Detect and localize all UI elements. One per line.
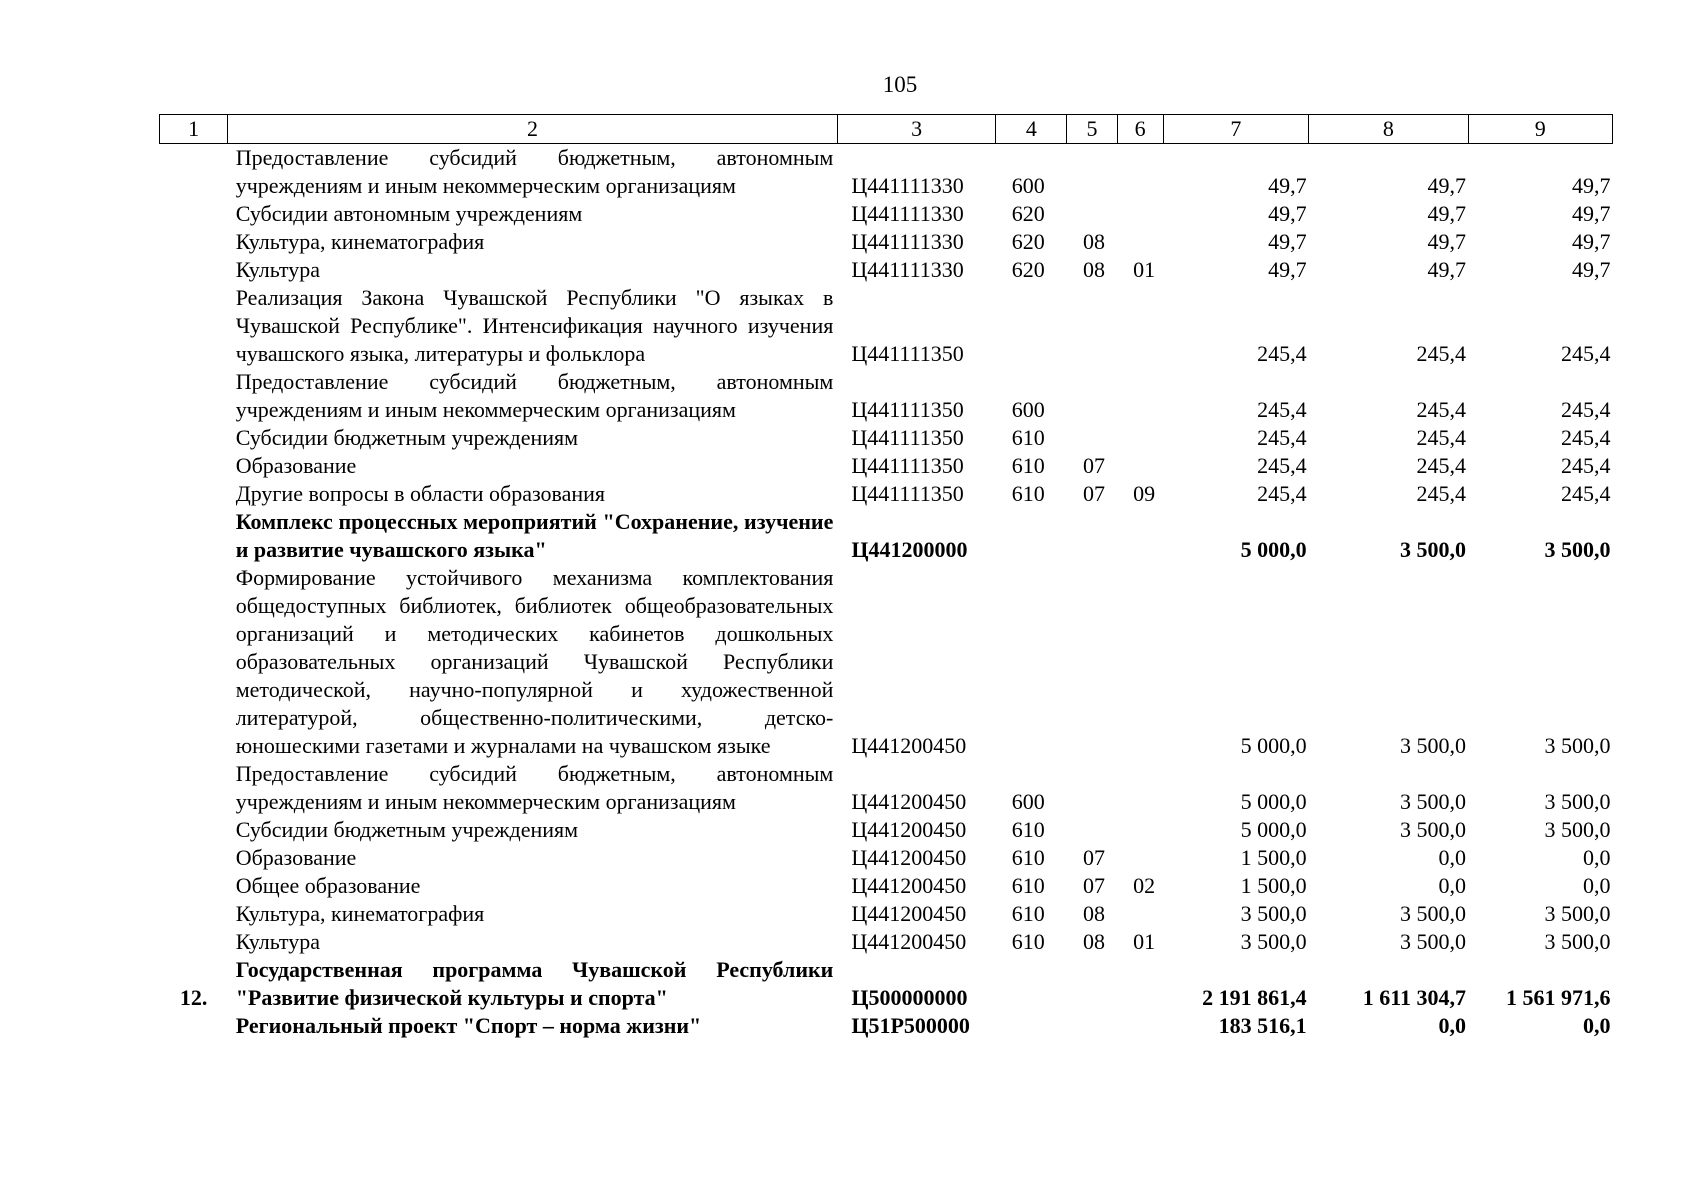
subsection-code [1117, 900, 1163, 928]
row-name: Культура [235, 257, 321, 282]
row-number: 12. [179, 985, 208, 1010]
subsection-code [1117, 368, 1163, 424]
target-article-code: Ц441200450 [851, 733, 967, 758]
row-number [160, 900, 228, 928]
subsection-code: 02 [1133, 873, 1156, 898]
amount-column-8: 245,4 [1416, 481, 1467, 506]
amount-column-9: 1 561 971,6 [1506, 985, 1611, 1010]
amount-column-8: 3 500,0 [1400, 817, 1467, 842]
target-article-code: Ц441200000 [851, 537, 968, 562]
amount-column-7: 1 500,0 [1240, 873, 1307, 898]
table-row [160, 424, 1613, 452]
section-code [1067, 368, 1117, 424]
amount-column-8: 3 500,0 [1400, 929, 1467, 954]
subsection-code [1117, 760, 1163, 816]
amount-column-8: 49,7 [1427, 229, 1467, 254]
target-article-code: Ц441200450 [851, 929, 967, 954]
table-row [160, 368, 1613, 424]
row-name: Комплекс процессных мероприятий "Сохранение, изучение и развитие чувашского языка" [235, 509, 834, 562]
target-article-code: Ц441111350 [851, 425, 964, 450]
expense-type-code [996, 1012, 1067, 1040]
table-row [160, 452, 1613, 480]
column-header: 1 [160, 115, 228, 144]
expense-type-code: 610 [1011, 901, 1045, 926]
row-name: Формирование устойчивого механизма комплектования общедоступных библиотек, библиотек общеобразовательных организаций и методических кабинетов дошкольных образовательных организаций Чувашской Республики методической, научно-популярной и художественной литературой, общественно-политическими, детско-юношескими газетами и журналами на чувашском языке [235, 565, 834, 758]
row-name: Предоставление субсидий бюджетным, автономным учреждениям и иным некоммерческим организациям [235, 761, 834, 814]
row-name: Образование [235, 845, 357, 870]
amount-column-9: 245,4 [1561, 397, 1611, 422]
amount-column-8: 3 500,0 [1400, 901, 1467, 926]
amount-column-9: 245,4 [1561, 425, 1611, 450]
target-article-code: Ц51P500000 [851, 1013, 970, 1038]
amount-column-9: 3 500,0 [1544, 733, 1611, 758]
subsection-code [1117, 200, 1163, 228]
amount-column-9: 245,4 [1561, 481, 1611, 506]
row-number [160, 564, 228, 760]
target-article-code: Ц441111330 [851, 229, 964, 254]
row-name: Региональный проект "Спорт – норма жизни" [235, 1013, 702, 1038]
subsection-code: 01 [1133, 929, 1156, 954]
table-row [160, 144, 1613, 201]
row-number [160, 872, 228, 900]
row-number [160, 508, 228, 564]
amount-column-9: 3 500,0 [1544, 901, 1611, 926]
expense-type-code: 620 [1011, 201, 1045, 226]
expense-type-code: 620 [1011, 229, 1045, 254]
target-article-code: Ц441200450 [851, 789, 967, 814]
target-article-code: Ц441111350 [851, 397, 964, 422]
row-name: Субсидии автономным учреждениям [235, 201, 583, 226]
section-code [1067, 200, 1117, 228]
target-article-code: Ц441200450 [851, 845, 967, 870]
target-article-code: Ц441111350 [851, 341, 964, 366]
section-code: 07 [1082, 873, 1105, 898]
subsection-code [1117, 956, 1163, 1012]
table-row [160, 928, 1613, 956]
subsection-code [1117, 144, 1163, 201]
expense-type-code [996, 956, 1067, 1012]
row-number [160, 368, 228, 424]
amount-column-7: 49,7 [1268, 201, 1307, 226]
subsection-code [1117, 844, 1163, 872]
row-number [160, 256, 228, 284]
expense-type-code: 600 [1011, 173, 1045, 198]
section-code [1067, 760, 1117, 816]
expense-type-code: 610 [1011, 453, 1045, 478]
row-name: Субсидии бюджетным учреждениям [235, 425, 579, 450]
amount-column-9: 3 500,0 [1544, 929, 1611, 954]
subsection-code [1117, 816, 1163, 844]
section-code: 08 [1082, 901, 1105, 926]
section-code: 07 [1082, 453, 1105, 478]
subsection-code [1117, 424, 1163, 452]
expense-type-code: 610 [1011, 929, 1045, 954]
subsection-code: 01 [1133, 257, 1156, 282]
amount-column-7: 245,4 [1257, 397, 1307, 422]
table-row [160, 760, 1613, 816]
amount-column-7: 245,4 [1257, 481, 1307, 506]
row-name: Другие вопросы в области образования [235, 481, 606, 506]
amount-column-7: 49,7 [1268, 173, 1307, 198]
amount-column-8: 245,4 [1416, 453, 1467, 478]
amount-column-8: 49,7 [1427, 201, 1467, 226]
column-header: 3 [837, 115, 995, 144]
amount-column-7: 2 191 861,4 [1202, 985, 1307, 1010]
row-name: Реализация Закона Чувашской Республики "О языках в Чувашской Республике". Интенсификация научного изучения чувашского языка, литературы и фольклора [235, 285, 834, 366]
row-name: Предоставление субсидий бюджетным, автономным учреждениям и иным некоммерческим организациям [235, 369, 834, 422]
subsection-code [1117, 452, 1163, 480]
column-header: 8 [1309, 115, 1468, 144]
expense-type-code: 610 [1011, 817, 1045, 842]
amount-column-9: 245,4 [1561, 341, 1611, 366]
row-number [160, 228, 228, 256]
target-article-code: Ц500000000 [851, 985, 968, 1010]
amount-column-8: 245,4 [1416, 341, 1467, 366]
row-number [160, 928, 228, 956]
amount-column-9: 49,7 [1572, 257, 1611, 282]
amount-column-7: 49,7 [1268, 229, 1307, 254]
amount-column-7: 3 500,0 [1240, 929, 1307, 954]
amount-column-9: 3 500,0 [1544, 817, 1611, 842]
budget-table [159, 114, 1613, 1040]
amount-column-7: 3 500,0 [1240, 901, 1307, 926]
table-row [160, 508, 1613, 564]
table-row [160, 200, 1613, 228]
column-header: 2 [228, 115, 838, 144]
expense-type-code: 620 [1011, 257, 1045, 282]
amount-column-9: 49,7 [1572, 173, 1611, 198]
column-header: 6 [1117, 115, 1163, 144]
amount-column-9: 49,7 [1572, 201, 1611, 226]
table-row [160, 816, 1613, 844]
table-row [160, 900, 1613, 928]
amount-column-8: 245,4 [1416, 397, 1467, 422]
row-number [160, 200, 228, 228]
section-code: 08 [1082, 257, 1105, 282]
section-code [1067, 508, 1117, 564]
amount-column-9: 0,0 [1583, 873, 1611, 898]
row-number [160, 284, 228, 368]
row-name: Образование [235, 453, 357, 478]
table-row [160, 564, 1613, 760]
subsection-code [1117, 1012, 1163, 1040]
row-name: Субсидии бюджетным учреждениям [235, 817, 579, 842]
amount-column-8: 1 611 304,7 [1362, 985, 1467, 1010]
expense-type-code [996, 508, 1067, 564]
page-number: 105 [882, 72, 918, 97]
column-header: 5 [1067, 115, 1117, 144]
row-name: Государственная программа Чувашской Республики "Развитие физической культуры и спорта" [235, 957, 834, 1010]
column-header: 9 [1468, 115, 1612, 144]
row-number [160, 480, 228, 508]
table-row [160, 284, 1613, 368]
section-code [1067, 424, 1117, 452]
section-code [1067, 144, 1117, 201]
table-header-row [160, 115, 1613, 144]
expense-type-code: 610 [1011, 873, 1045, 898]
amount-column-9: 49,7 [1572, 229, 1611, 254]
table-body [160, 144, 1613, 1041]
target-article-code: Ц441200450 [851, 901, 967, 926]
subsection-code [1117, 284, 1163, 368]
section-code: 07 [1082, 845, 1105, 870]
amount-column-7: 245,4 [1257, 453, 1307, 478]
amount-column-7: 5 000,0 [1240, 817, 1307, 842]
subsection-code [1117, 228, 1163, 256]
section-code [1067, 1012, 1117, 1040]
amount-column-8: 3 500,0 [1400, 789, 1467, 814]
section-code [1067, 956, 1117, 1012]
target-article-code: Ц441111350 [851, 453, 964, 478]
target-article-code: Ц441111330 [851, 173, 964, 198]
table-row [160, 480, 1613, 508]
row-name: Культура, кинематография [235, 229, 485, 254]
amount-column-9: 245,4 [1561, 453, 1611, 478]
expense-type-code: 610 [1011, 481, 1045, 506]
amount-column-7: 5 000,0 [1240, 537, 1307, 562]
table-row [160, 228, 1613, 256]
row-name: Культура, кинематография [235, 901, 485, 926]
amount-column-8: 0,0 [1438, 845, 1467, 870]
table-row [160, 872, 1613, 900]
expense-type-code [996, 284, 1067, 368]
target-article-code: Ц441111330 [851, 201, 964, 226]
row-name: Культура [235, 929, 321, 954]
amount-column-8: 49,7 [1427, 257, 1467, 282]
row-number [160, 844, 228, 872]
expense-type-code: 600 [1011, 397, 1045, 422]
amount-column-9: 3 500,0 [1544, 789, 1611, 814]
amount-column-8: 245,4 [1416, 425, 1467, 450]
amount-column-8: 49,7 [1427, 173, 1467, 198]
amount-column-7: 183 516,1 [1218, 1013, 1307, 1038]
amount-column-7: 1 500,0 [1240, 845, 1307, 870]
row-number [160, 816, 228, 844]
row-name: Предоставление субсидий бюджетным, автономным учреждениям и иным некоммерческим организациям [235, 145, 834, 198]
column-header: 4 [996, 115, 1067, 144]
target-article-code: Ц441200450 [851, 873, 967, 898]
amount-column-7: 5 000,0 [1240, 733, 1307, 758]
row-number [160, 452, 228, 480]
subsection-code [1117, 508, 1163, 564]
section-code [1067, 564, 1117, 760]
row-number [160, 144, 228, 201]
amount-column-7: 245,4 [1257, 341, 1307, 366]
section-code: 08 [1082, 229, 1105, 254]
row-name: Общее образование [235, 873, 421, 898]
table-row [160, 256, 1613, 284]
target-article-code: Ц441111350 [851, 481, 964, 506]
amount-column-9: 3 500,0 [1544, 537, 1611, 562]
subsection-code [1117, 564, 1163, 760]
section-code [1067, 284, 1117, 368]
amount-column-7: 245,4 [1257, 425, 1307, 450]
target-article-code: Ц441200450 [851, 817, 967, 842]
expense-type-code: 600 [1011, 789, 1045, 814]
column-header: 7 [1163, 115, 1308, 144]
table-row [160, 956, 1613, 1012]
section-code: 08 [1082, 929, 1105, 954]
table-row [160, 844, 1613, 872]
section-code [1067, 816, 1117, 844]
amount-column-9: 0,0 [1583, 1013, 1611, 1038]
row-number [160, 1012, 228, 1040]
expense-type-code [996, 564, 1067, 760]
row-number [160, 760, 228, 816]
subsection-code: 09 [1133, 481, 1156, 506]
target-article-code: Ц441111330 [851, 257, 964, 282]
amount-column-8: 0,0 [1438, 1013, 1467, 1038]
amount-column-8: 3 500,0 [1400, 733, 1467, 758]
amount-column-7: 49,7 [1268, 257, 1307, 282]
expense-type-code: 610 [1011, 425, 1045, 450]
amount-column-8: 0,0 [1438, 873, 1467, 898]
amount-column-7: 5 000,0 [1240, 789, 1307, 814]
amount-column-9: 0,0 [1583, 845, 1611, 870]
table-row [160, 1012, 1613, 1040]
amount-column-8: 3 500,0 [1400, 537, 1467, 562]
expense-type-code: 610 [1011, 845, 1045, 870]
section-code: 07 [1082, 481, 1105, 506]
row-number [160, 424, 228, 452]
